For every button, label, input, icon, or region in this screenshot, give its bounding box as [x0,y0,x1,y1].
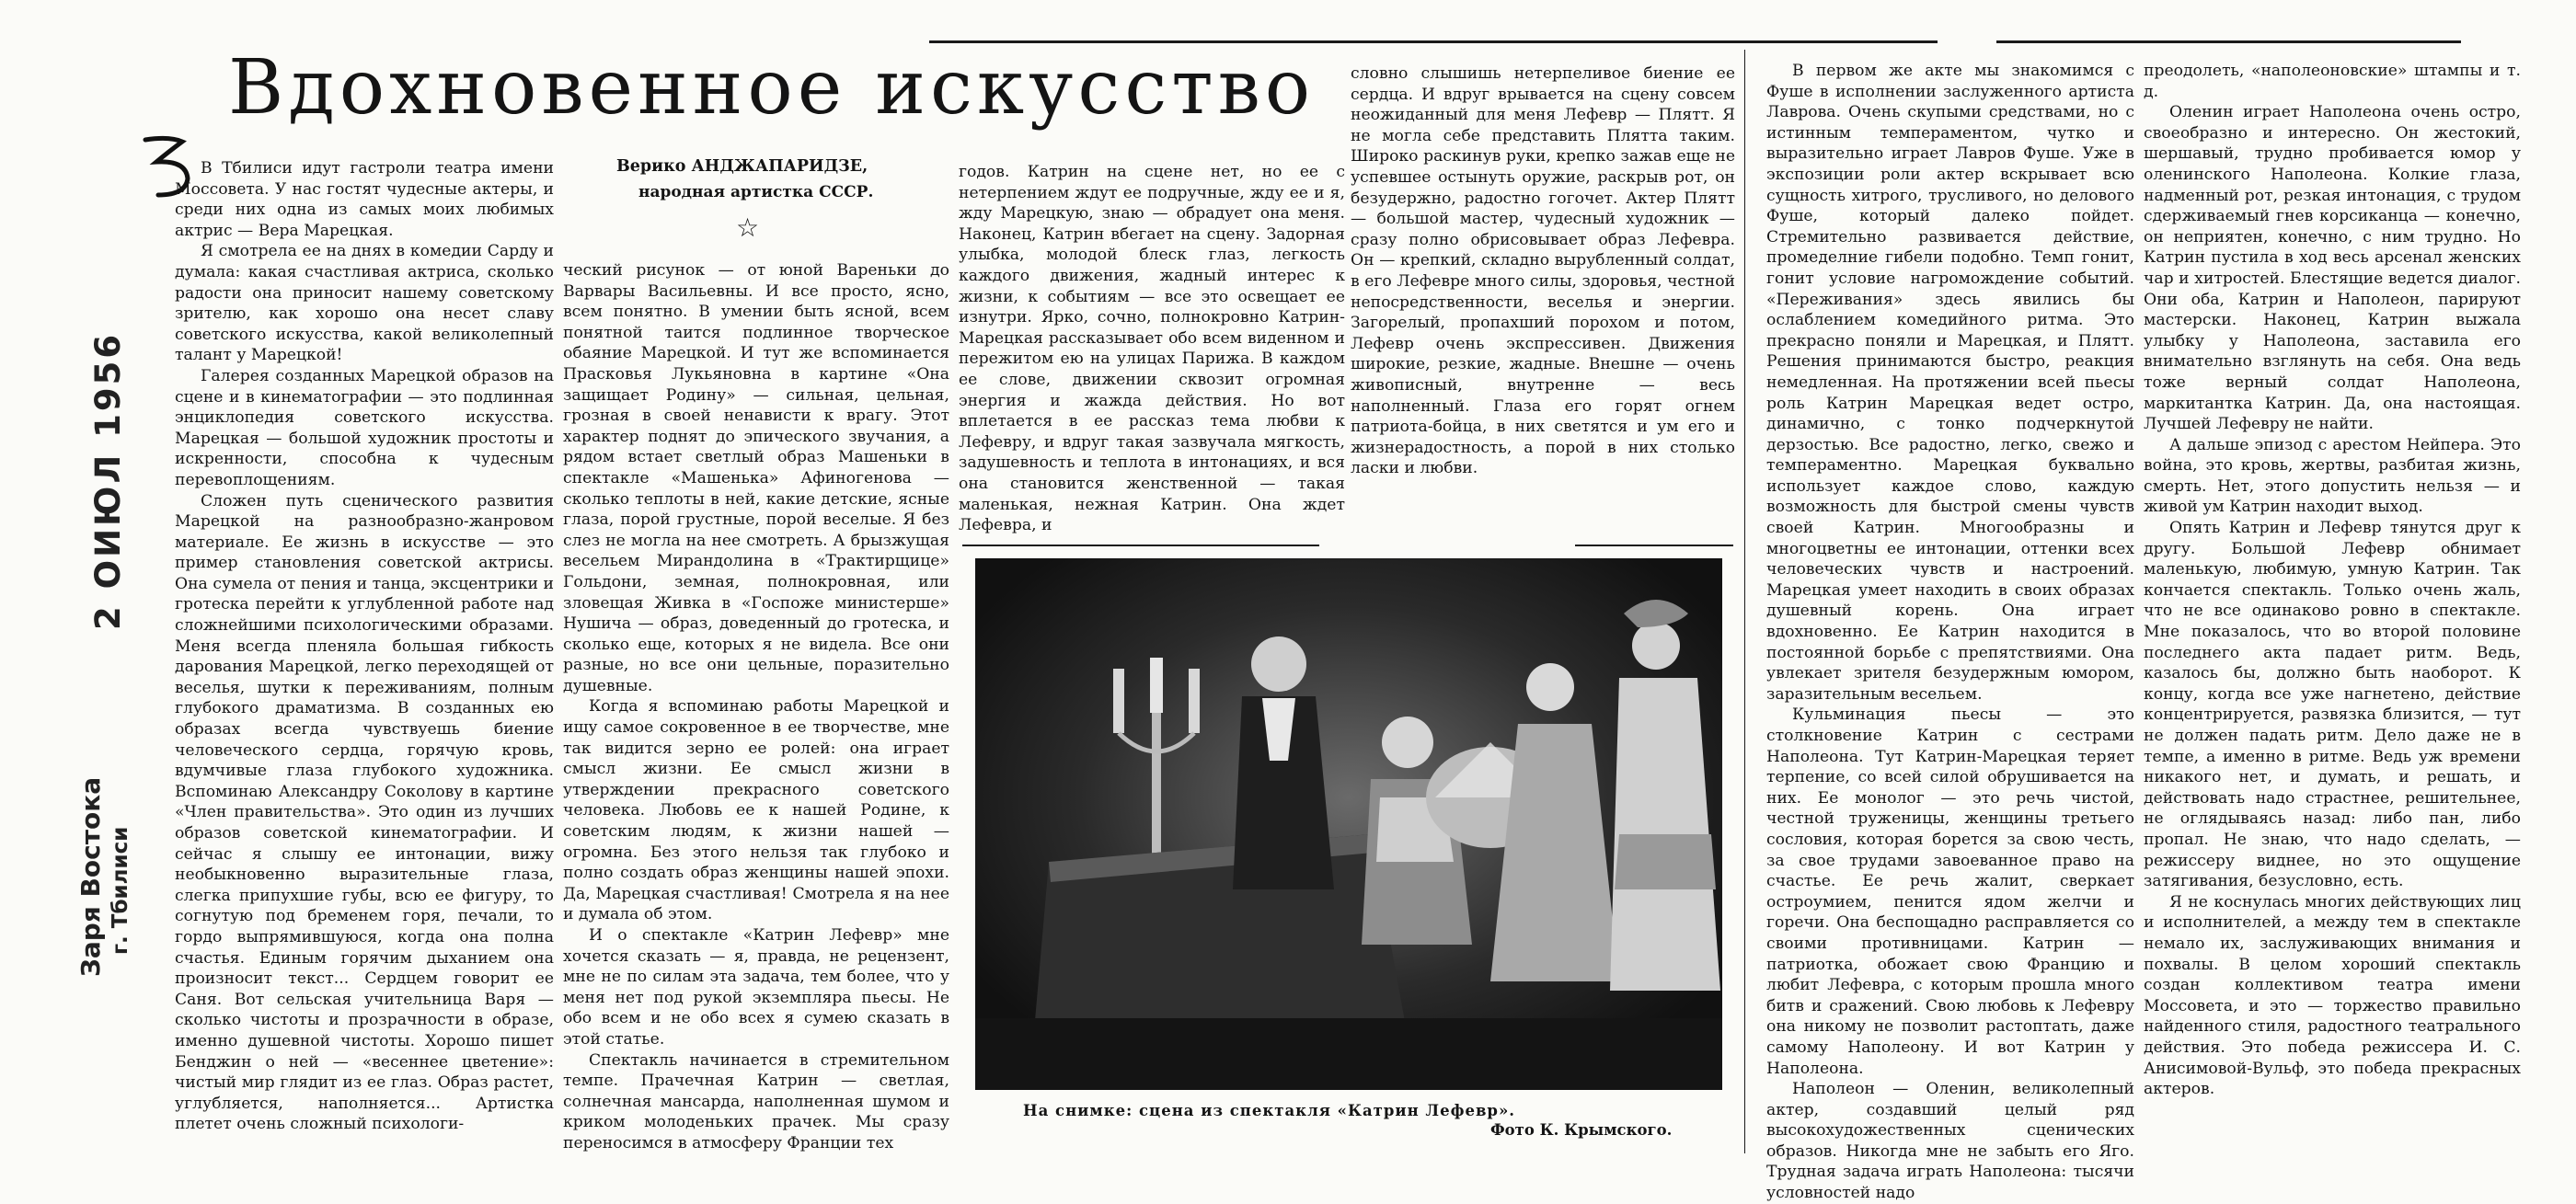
column-3 [959,162,1345,535]
author-name: Верико АНДЖАПАРИДЗЕ, [616,157,868,176]
paragraph: Сложен путь сценического развития Марецкой на разнообразно-жанровом материале. Ее жизнь в искусстве — это пример становления советской актрисы. Она сумела от пения и танца, эксцентрики и гротеска перейти к углубленной работе над сложнейшими психологическими образами. Меня всегда пленяла большая гибкость дарования Марецкой, легко переходящей от веселья, шутки к переживаниям, полным глубокого драматизма. В созданных ею образах всегда чувствуешь биение человеческого сердца, горячую кровь, вдумчивые глаза глубокого художника. Вспоминаю Александру Соколову в картине «Член правительства». Это один из лучших образов советской кинематографии. И сейчас я слышу ее интонации, вижу необыкновенно выразительные глаза, слегка припухшие губы, всю ее фигуру, то согнутую под бременем горя, печали, то гордо выпрямившуюся, когда она полна счастья. Единым горячим дыханием она произносит текст... Сердцем говорит ее Саня. Вот сельская учительница Варя — сколько чистоты и прозрачности в образе, именно душевной чистоты. Хорошо пишет Бенджин о ней — «весеннее цветение»: чистый мир глядит из ее глаз. Образ растет, углубляется, наполняется... Артистка плетет очень сложный психологи- [175,491,554,1134]
column-6 [2144,61,2521,1141]
paragraph: И о спектакле «Катрин Лефевр» мне хочется сказать — я, правда, не рецензент, мне не по силам эта задача, тем более, что у меня нет под рукой экземпляра пьесы. Не обо всем и не обо всех я сумею сказать в этой статье. [563,926,949,1049]
top-rule-far-right [1996,40,2461,43]
star-ornament: ☆ [736,212,760,243]
headline: Вдохновенное искусство [228,44,1316,132]
photo-top-rule [962,545,1319,546]
paragraph: словно слышишь нетерпеливое биение ее сердца. И вдруг врывается на сцену совсем неожиданный для меня Лефевр — Плятт. Я не могла себе представить Плятта таким. Широко раскинув руки, крепко зажав еще не успевшее остынуть оружие, раскрыв рот, он безудержно, радостно гогочет. Актер Плятт — большой мастер, чудесный художник — сразу полно обрисовывает образ Лефевра. Он — крепкий, складно вырубленный солдат, в его Лефевре много силы, здоровья, честной непосредственности, веселья и энергии. Загорелый, пропахший порохом и потом, Лефевр очень экспрессивен. Движения широкие, резкие, жадные. Внешне — очень живописный, внутренне — весь наполненный. Глаза его горят огнем патриота-бойца, в них светятся и ум его и жизнерадостность, а порой в них столько ласки и любви. [1351,64,1735,478]
stage-photo [975,558,1722,1090]
paragraph: Кульминация пьесы — это столкновение Катрин с сестрами Наполеона. Тут Катрин-Марецкая теряет терпение, со всей силой обрушивается на них. Ее монолог — это речь чистой, честной труженицы, женщины третьего сословия, которая борется за свою честь, за свое трудами завоеванное право на счастье. Ее речь жалит, сверкает остроумием, пенится ядом желчи и горечи. Она беспощадно расправляется со своими противницами. Катрин — патриотка, обожает свою Францию и любит Лефевра, с которым прошла много битв и сражений. Свою любовь к Лефевру она никому не позволит растоптать, даже самому Наполеону. И вот Катрин у Наполеона. [1766,705,2134,1078]
paragraph: А дальше эпизод с арестом Нейпера. Это война, это кровь, жертвы, разбитая жизнь, смерть. Нет, этого допустить нельзя — и живой ум Катрин находит выход. [2144,435,2521,517]
paragraph: Опять Катрин и Лефевр тянутся друг к другу. Большой Лефевр обнимает маленькую, любимую, умную Катрин. Так кончается спектакль. Только очень жаль, что не все одинаково ровно в спектакле. Мне показалось, что во второй половине последнего акта падает ритм. Ведь, казалось бы, должно быть наоборот. К концу, когда все уже нагнетено, действие концентрируется, развязка близится, — тут не должен падать ритм. Дело даже не в темпе, а именно в ритме. Ведь уж времени никакого нет, и думать, и решать, и действовать надо страстнее, решительнее, не оглядываясь назад: либо пан, либо пропал. Не знаю, что надо сделать, — режиссеру виднее, но это ощущение затягивания, безусловно, есть. [2144,519,2521,891]
paragraph: преодолеть, «наполеоновские» штампы и т. д. [2144,62,2521,101]
paragraph: Я смотрела ее на днях в комедии Сарду и думала: какая счастливая актриса, сколько радости она приносит нашему советскому зрителю, как хорошо она несет славу советского искусства, какой великолепный талант у Марецкой! [175,242,554,365]
column-1 [175,158,554,1142]
paragraph: Я не коснулась многих действующих лиц и исполнителей, а между тем в спектакле немало их, заслуживающих внимания и похвалы. В целом хороший спектакль создан коллективом театра имени Моссовета, и это — торжество правильно найденного стиля, радостного театрального действия. Это победа режиссера И. С. Анисимовой-Вульф, это победа прекрасных актеров. [2144,892,2521,1099]
photo-caption: На снимке: сцена из спектакля «Катрин Лефевр». [1023,1102,1516,1119]
column-2 [563,260,949,1152]
column-4 [1351,63,1735,534]
paragraph: Галерея созданных Марецкой образов на сцене и в кинематографии — это подлинная энциклопедия советского искусства. Марецкая — большой художник простоты и искренности, способна к чудесным перевоплощениям. [175,366,554,489]
paragraph: Когда я вспоминаю работы Марецкой и ищу самое сокровенное в ее творчестве, мне так видится зерно ее ролей: она играет смысл жизни. Ее смысл жизни в утверждении прекрасного советского человека. Любовь ее к нашей Родине, к советским людям, к жизни нашей — огромна. Без этого нельзя так глубоко и полно создать образ женщины нашей эпохи. Да, Марецкая счастливая! Смотрела я на нее и думала об этом. [563,697,949,924]
author-title: народная артистка СССР. [638,183,874,201]
paragraph: ческий рисунок — от юной Вареньки до Варвары Васильевны. И все просто, ясно, всем понятно. В умении быть ясной, всем понятной таится подлинное творческое обаяние Марецкой. И тут же вспоминается Прасковья Лукьяновна в картине «Она защищает Родину» — сильная, цельная, грозная в своей ненависти к врагу. Этот характер поднят до эпического звучания, а рядом встает светлый образ Машеньки в спектакле «Машенька» Афиногенова — сколько теплоты в ней, какие детские, ясные глаза, порой грустные, порой веселые. Я без слез не могла на нее смотреть. А брызжущая весельем Мирандолина в «Трактирщице» Гольдони, земная, полнокровная, или зловещая Живка в «Госпоже министерше» Нушича — образ, доведенный до гротеска, и сколько еще, которых я не видела. Все они разные, но все они цельные, поразительно душевные. [563,261,949,695]
newspaper-city: г. Тбилиси [109,826,132,955]
paragraph: В Тбилиси идут гастроли театра имени Моссовета. У нас гостят чудесные актеры, и среди них одна из самых моих любимых актрис — Вера Марецкая. [175,159,554,240]
column-5 [1766,61,2134,1203]
paragraph: Спектакль начинается в стремительном темпе. Прачечная Катрин — светлая, солнечная мансарда, наполненная шумом и криком молоденьких прачек. Мы сразу переносимся в атмосферу Франции тех [563,1050,949,1152]
paragraph: Наполеон — Оленин, великолепный актер, создавший целый ряд высокохудожественных сценических образов. Никогда мне не забыть его Яго. Трудная задача играть Наполеона: тысячи условностей надо [1766,1080,2134,1203]
photo-credit: Фото К. Крымского. [1490,1121,1673,1139]
column-divider [1744,50,1745,1153]
newspaper-name: Заря Востока [75,776,106,977]
date-stamp: 2 ОИЮЛ 1956 [88,331,128,630]
paragraph: годов. Катрин на сцене нет, но ее с нетерпением ждут ее подручные, жду ее и я, жду Марецкую, знаю — обрадует она меня. Наконец, Катрин вбегает на сцену. Задорная улыбка, молодой блеск глаз, легкость каждого движения, жадный интерес к жизни, к событиям — все это освещает ее изнутри. Ярко, сочно, полнокровно Катрин-Марецкая рассказывает обо всем виденном и пережитом ею на улицах Парижа. В каждом ее слове, движении сквозит огромная энергия и жажда действия. Но вот вплетается в ее рассказ тема любви к Лефевру, и вдруг такая зазвучала мягкость, задушевность и теплота в интонациях, и вся она становится женственной — такая маленькая, нежная Катрин. Она ждет Лефевра, и [959,163,1345,535]
paragraph: В первом же акте мы знакомимся с Фуше в исполнении заслуженного артиста Лаврова. Очень скупыми средствами, но с истинным темпераментом, чутко и выразительно играет Лавров Фуше. Уже в экспозиции роли актер вскрывает всю сущность хитрого, трусливого, но делового Фуше, который далеко пойдет. Стремительно развивается действие, промеделние гибели подобно. Темп гонит, гонит условие нагромождение событий. «Переживания» здесь явились бы ослаблением комедийного ритма. Это прекрасно поняли и Марецкая, и Плятт. Решения принимаются быстро, реакция немедленная. На протяжении всей пьесы роль Катрин Марецкая ведет остро, динамично, с тонко подчеркнутой дерзостью. Все радостно, легко, свежо и темпераментно. Марецкая буквально использует каждое слово, каждую возможность для быстрой смены чувств своей Катрин. Многообразны и многоцветны ее интонации, оттенки всех человеческих чувств и настроений. Марецкая умеет находить в своих образах душевный корень. Она играет вдохновенно. Ее Катрин находится в постоянной борьбе с препятствиями. Она увлекает зрителя безудержным юмором, заразительным весельем. [1766,62,2134,704]
photo-top-rule-right [1575,545,1733,546]
paragraph: Оленин играет Наполеона очень остро, своеобразно и интересно. Он жестокий, шершавый, трудно пробивается юмор у оленинского Наполеона. Колкие глаза, надменный рот, резкая интонация, с трудом сдерживаемый гнев корсиканца — конечно, он неприятен, конечно, с ним трудно. Но Катрин пустила в ход весь арсенал женских чар и хитростей. Блестящие ведется диалог. Они оба, Катрин и Наполеон, парируют мастерски. Наконец, Катрин выжала улыбку у Наполеона, заставила его внимательно взглянуть на себя. Она ведь тоже верный солдат Наполеона, маркитантка Катрин. Да, она настоящая. Лучшей Лефевру не найти. [2144,103,2521,434]
top-rule-right [929,40,1938,43]
stage-scene-illustration [975,558,1722,1090]
